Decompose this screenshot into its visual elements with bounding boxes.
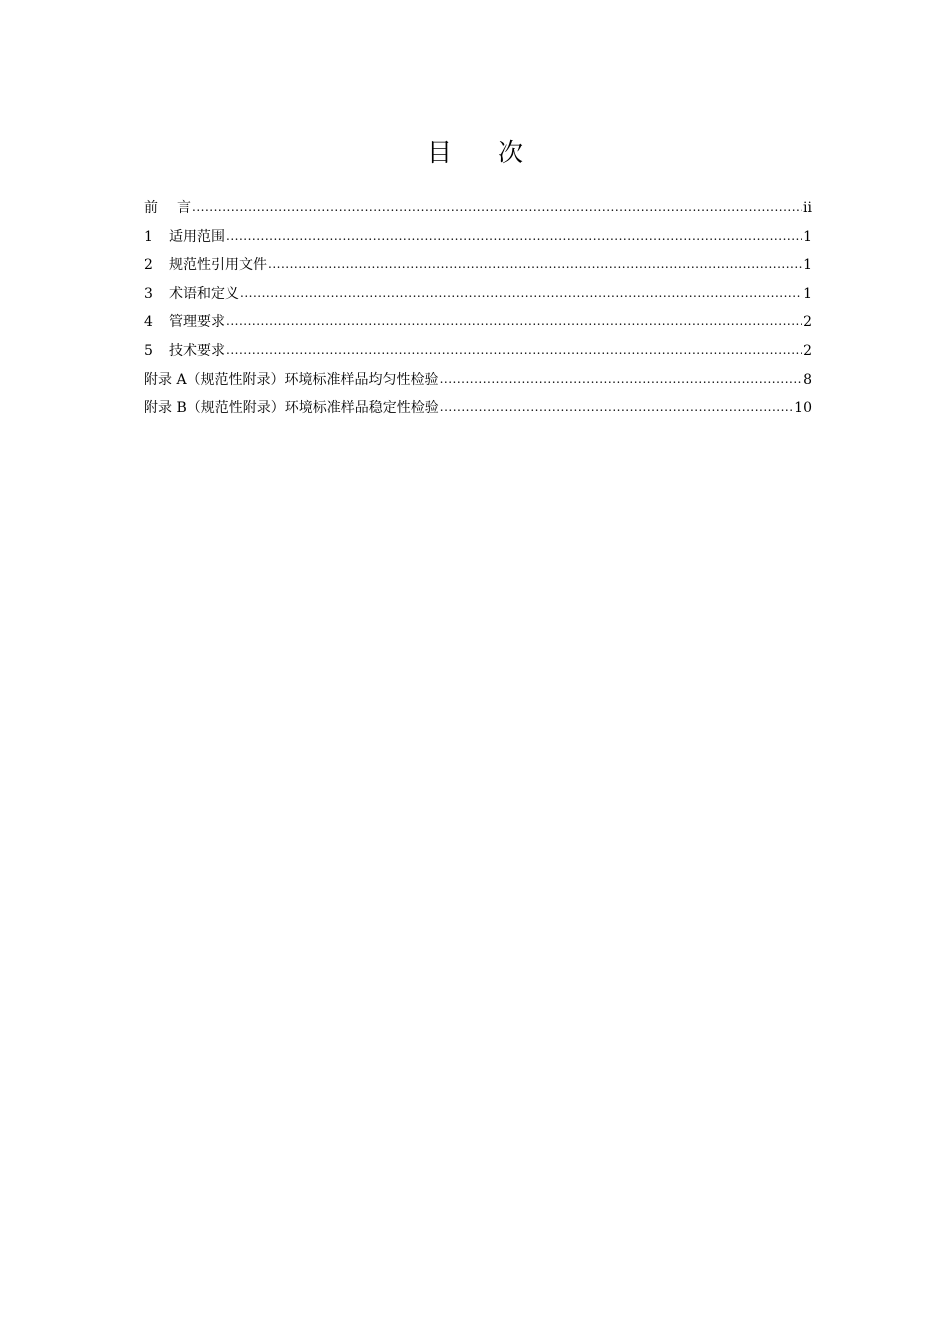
toc-page-number: 10: [794, 400, 812, 417]
table-of-contents: [144, 194, 812, 423]
toc-entry-foreword[interactable]: [144, 194, 812, 223]
toc-entry-label: [144, 194, 191, 223]
page-title: [0, 136, 950, 170]
toc-leader-dots: [226, 222, 802, 251]
toc-leader-dots: [240, 279, 802, 308]
toc-page-number: 1: [803, 228, 812, 245]
toc-leader-dots: [226, 336, 802, 365]
toc-entry-management-requirements[interactable]: [144, 308, 812, 337]
toc-leader-dots: [268, 250, 802, 279]
toc-label-part: 前: [144, 200, 158, 216]
title-char-right: 次: [498, 138, 524, 167]
toc-entry-label: 术语和定义: [169, 285, 239, 302]
toc-label-part: 言: [177, 200, 191, 216]
toc-leader-dots: [440, 365, 803, 394]
toc-page-number: 2: [803, 314, 812, 331]
toc-entry-label: 附录 B（规范性附录）环境标准样品稳定性检验: [144, 400, 439, 417]
toc-entry-appendix-b[interactable]: [144, 394, 812, 423]
toc-leader-dots: [192, 193, 802, 222]
toc-page-number: 8: [803, 371, 812, 388]
toc-entry-scope[interactable]: [144, 223, 812, 252]
toc-entry-label: 规范性引用文件: [169, 257, 267, 274]
toc-entry-label: 管理要求: [169, 314, 225, 331]
toc-entry-label: 技术要求: [169, 342, 225, 359]
toc-entry-technical-requirements[interactable]: [144, 337, 812, 366]
toc-section-number: 2: [144, 257, 153, 274]
toc-page-number: ii: [803, 200, 812, 216]
toc-page-number: 1: [803, 285, 812, 302]
toc-entry-label: 附录 A（规范性附录）环境标准样品均匀性检验: [144, 371, 439, 388]
toc-entry-terms-definitions[interactable]: [144, 280, 812, 309]
toc-entry-label: 适用范围: [169, 228, 225, 245]
toc-page-number: 2: [803, 342, 812, 359]
toc-page-number: 1: [803, 257, 812, 274]
toc-entry-appendix-a[interactable]: [144, 366, 812, 395]
toc-section-number: 5: [144, 342, 153, 359]
toc-section-number: 1: [144, 228, 153, 245]
toc-entry-normative-references[interactable]: [144, 251, 812, 280]
toc-section-number: 3: [144, 285, 153, 302]
toc-section-number: 4: [144, 314, 153, 331]
toc-leader-dots: [440, 393, 793, 422]
title-char-left: 目: [426, 138, 452, 167]
toc-leader-dots: [226, 307, 802, 336]
